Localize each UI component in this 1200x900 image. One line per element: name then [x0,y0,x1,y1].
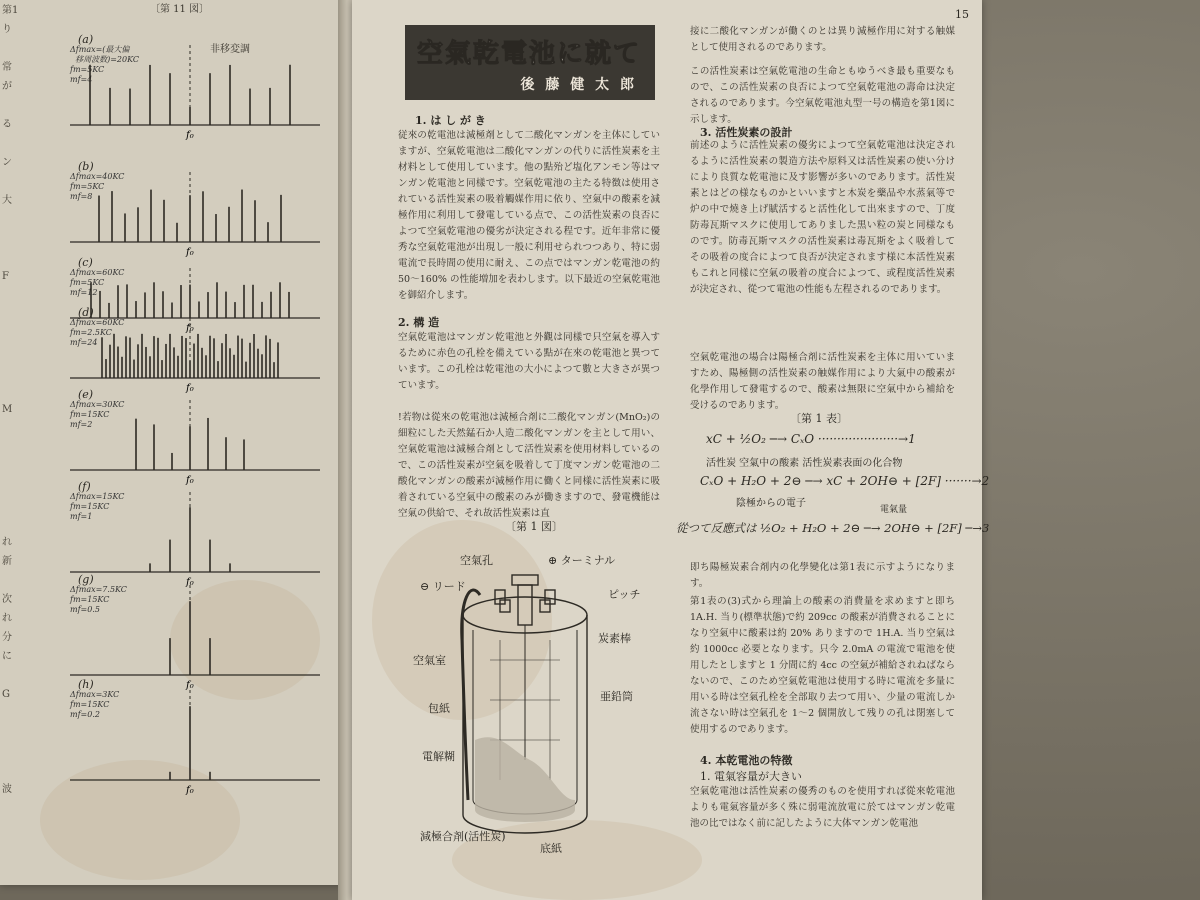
panel-label: (b) [78,160,94,173]
edge-fragment [2,513,22,532]
paragraph: 空氣乾電池はマンガン乾電池と外觀は同樣で只空氣を導入するために赤色の孔栓を備えている點が在來の乾電池と異つています。この孔栓は乾電池の大小によつて數と大きさが異つています。 [398,332,660,391]
label-paper-wrap: 包紙 [428,702,450,715]
equation-1: xC + ½O₂ ─→ CₓO ·····················→1 [706,432,916,446]
equation-2-note: 陰極からの電子 [736,498,806,509]
edge-fragment [2,171,22,190]
spectrum-panel [20,388,270,500]
panel-parameters: Δfmax=7.5KC fm=15KC mf=0.5 [70,585,127,614]
label-terminal: ⊕ ターミナル [548,554,616,567]
edge-fragment: 新 [2,556,12,567]
edge-fragment: に [2,651,12,662]
label-zinc-can: 亜鉛筒 [600,690,633,703]
edge-fragment: が [2,81,12,92]
equation-2-side: 電氣量 [880,505,908,515]
carrier-label: f₀ [186,475,194,486]
figure-caption: 〔第 11 図〕 [150,4,210,15]
edge-fragment: 次 [2,594,12,605]
edge-fragment: 分 [2,632,12,643]
edge-fragment [2,665,22,684]
panel-parameters: Δfmax=40KC fm=5KC mf=8 [70,172,125,201]
section-heading: 1. は し が き [415,114,486,127]
edge-fragment [2,380,22,399]
edge-fragment [2,95,22,114]
carrier-label: f₀ [186,680,194,691]
edge-fragment [2,817,22,836]
edge-fragment [2,456,22,475]
spectrum-panel [20,33,270,155]
edge-fragment [2,304,22,323]
spectrum-plot [70,585,330,695]
carrier-label: f₀ [186,785,194,796]
spectrum-plot [70,400,330,490]
table1-caption: 〔第 1 表〕 [790,412,848,425]
panel-label: (f) [78,480,91,493]
label-electrolyte: 電解糊 [422,750,455,763]
spectrum-panel [20,573,270,705]
label-air-chamber: 空氣室 [413,654,446,667]
panel-parameters: Δfmax=(最大偏 移周波数)=20KC fm=5KC mf=4 [70,45,139,84]
article-title-box [405,25,655,100]
section-heading: 3. 活性炭素の設計 [700,126,793,139]
panel-label: (a) [78,33,94,46]
edge-fragment [2,38,22,57]
left-page [0,0,345,885]
edge-fragment [2,703,22,722]
panel-label: (h) [78,678,94,691]
edge-fragment [2,475,22,494]
edge-fragment: 第1 [2,5,19,16]
spectrum-plot [70,318,330,398]
label-air-hole: 空氣孔 [460,554,493,567]
edge-fragment: 波 [2,784,12,795]
paragraph: !若物は從來の乾電池は減極合剤に二酸化マンガン(MnO₂)の細粒にした天然錳石か人造二酸化マンガンを主として用い、空氣乾電池は減極合剤として活性炭素を使用材料しているので、この活性炭素が空氣を吸着して丁度マンガン乾電池の二酸化マンガンの酸素が減極作用に働くと同樣に活性炭素に吸着されている空氣中の酸素のみが働きますので、發電機能は空氣の供給で、それ故活性炭素は直 [398,412,660,519]
edge-fragment [2,494,22,513]
panel-label: (e) [78,388,94,401]
edge-fragment: 大 [2,195,12,206]
paragraph: 空氣乾電池の場合は陽極合剤に活性炭素を主体に用いていますため、陽極側の活性炭素の触媒作用により大氣中の酸素が化學作用して發電するので、酸素は無限に空氣中から補給を受けるのであります。 [690,352,955,411]
edge-fragment [2,361,22,380]
edge-fragment [2,323,22,342]
figure1-caption: 〔第 1 図〕 [505,520,563,533]
paragraph: 接に二酸化マンガンが働くのとは異り減極作用に対する触媒として使用されるのであります。 [690,26,955,53]
edge-fragment [2,798,22,817]
section-heading: 2. 構 造 [398,316,440,329]
equation-2: CₓO + H₂O + 2⊖ ─→ xC + 2OH⊖ + [2F] ·······→2 [700,474,990,488]
edge-fragment [2,418,22,437]
panel-label: (c) [78,256,93,269]
spectrum-plot [70,172,330,262]
edge-fragment [2,437,22,456]
section-heading: 4. 本乾電池の特徴 [700,754,793,767]
edge-fragment [2,247,22,266]
page-number: 15 [955,8,969,21]
paragraph: 従來の乾電池は減極剤として二酸化マンガンを主体にしていますが、空氣乾電池は二酸化マンガンの代りに活性炭素を主材料として使用しています。他の點殆ど塩化アンモン等はマンガン乾電池と同樣です。空氣乾電池の主たる特徴は使用されている活性炭素の吸着觸媒作用に依り、空氣中の酸素を減極作用に利用して發電している点で、この活性炭素の良否によつて空氣乾電池の優劣が決定される程です。近年非常に優秀な空氣乾電池が出現し一般に利用せられつつあり、特に弱電流で長時間の使用に耐え、この点ではマンガン乾電池の約 50〜160% の性能増加を表わします。以下最近の空氣乾電池を御紹介します。 [398,130,660,301]
panel-parameters: Δfmax=60KC fm=5KC mf=12 [70,268,125,297]
edge-fragment: ン [2,157,12,168]
spectrum-panel [20,160,270,272]
label-depolarizer: 減極合剤(活性炭) [420,830,506,843]
edge-fragment: G [2,689,10,700]
panel-label: (d) [78,306,94,319]
edge-fragment [2,342,22,361]
label-lead: ⊖ リード [420,580,466,593]
edge-fragment [2,285,22,304]
edge-fragment [2,836,22,855]
edge-fragment [2,133,22,152]
paragraph: 第1表の(3)式から理論上の酸素の消費量を求めますと即ち 1A.H. 当り(標準状態)で約 209cc の酸素が消費されることになり空氣中に酸素は約 20% ありますので 1H.A. 当り空氣は約 1000cc 必要となります。只今 2.0mA の電流で電池を使用したとしますと 1 分間に約 4cc の空氣が補給されねばならないので、このため空氣乾電池は使用する時に電流を多量に用いる時は空氣孔栓を全部取り去つて用い、少量の電流しか流さない時は空氣孔を 1〜2 個開放して残りの孔は閉塞して使用するのであります。 [690,596,955,735]
paragraph: 空氣乾電池は活性炭素の優秀のものを使用すれば從來乾電池よりも電氣容量が多く殊に弱電流放電に於てはマンガン乾電池の比ではなく前に記したように大体マンガン乾電池 [690,786,955,829]
paragraph: この活性炭素は空氣乾電池の生命ともゆうべき最も重要なもので、この活性炭素の良否によつて空氣乾電池の壽命は決定されるのであります。今空氣乾電池丸型一号の構造を第1図に示します。 [690,66,955,125]
spectrum-plot [70,45,330,145]
carrier-label: f₀ [186,383,194,394]
panel-label: (g) [78,573,94,586]
edge-fragment: れ [2,537,12,548]
paragraph: 即ち陽極炭素合剤内の化學變化は第1表に示すようになります。 [690,562,955,589]
spectrum-plot [70,492,330,592]
edge-fragment [2,855,22,874]
article-author: 後 藤 健 太 郎 [520,77,637,93]
edge-fragment: M [2,404,13,415]
label-pitch: ピッチ [608,588,641,601]
spectrum-plot [70,690,330,800]
equation-3: 從つて反應式は ½O₂ + H₂O + 2⊖ ─→ 2OH⊖ + [2F] ─→3 [676,521,990,535]
panel-parameters: Δfmax=30KC fm=15KC mf=2 [70,400,125,429]
battery-diagram [440,560,610,850]
paragraph: 前述のように活性炭素の優劣によつて空氣乾電池は決定されるように活性炭素の製造方法や原料又は活性炭素の使い分けにより良質な乾電池に及す影響が多いのであります。活性炭素とはどの様なものかといいますと木炭を藥品や水蒸氣等で炉の中で燒き上げ賦活すると活性化して出來ますので、丁度防毒瓦斯マスクに使用してありました黒い粒の炭と同様なものです。防毒瓦斯マスクの活性炭素は毒瓦斯をよく吸着してその吸着の度合によつて良否が決定されます様に本活性炭素もこれと同樣に空氣の吸着の度合によつて、或程度活性炭素が決定され、從つて電池の性能も左程されるのであります。 [690,140,955,295]
carrier-label: f₀ [186,247,194,258]
carrier-label: f₀ [186,323,194,334]
edge-fragment: る [2,119,12,130]
edge-fragment: 常 [2,62,12,73]
edge-fragment [2,209,22,228]
panel-parameters: Δfmax=3KC fm=15KC mf=0.2 [70,690,120,719]
page-edge-text [2,0,22,874]
equation-1-notes: 活性炭 空氣中の酸素 活性炭素表面の化合物 [706,458,903,469]
edge-fragment [2,760,22,779]
edge-fragment [2,722,22,741]
annotation-label: 非移変調 [210,44,250,55]
edge-fragment: F [2,271,9,282]
edge-fragment [2,570,22,589]
spectrum-panel [20,678,270,810]
panel-parameters: Δfmax=60KC fm=2.5KC mf=24 [70,318,125,347]
carrier-label: f₀ [186,577,194,588]
edge-fragment [2,741,22,760]
carrier-label: f₀ [186,130,194,141]
label-carbon-rod: 炭素棒 [598,632,631,645]
article-title: 空氣乾電池に就て [417,39,642,69]
edge-fragment: り [2,24,12,35]
subsection-heading: 1. 電氣容量が大きい [700,770,802,783]
label-bottom-paper: 底紙 [540,842,562,855]
edge-fragment [2,228,22,247]
edge-fragment: れ [2,613,12,624]
panel-parameters: Δfmax=15KC fm=15KC mf=1 [70,492,125,521]
spectrum-panel [20,306,270,408]
